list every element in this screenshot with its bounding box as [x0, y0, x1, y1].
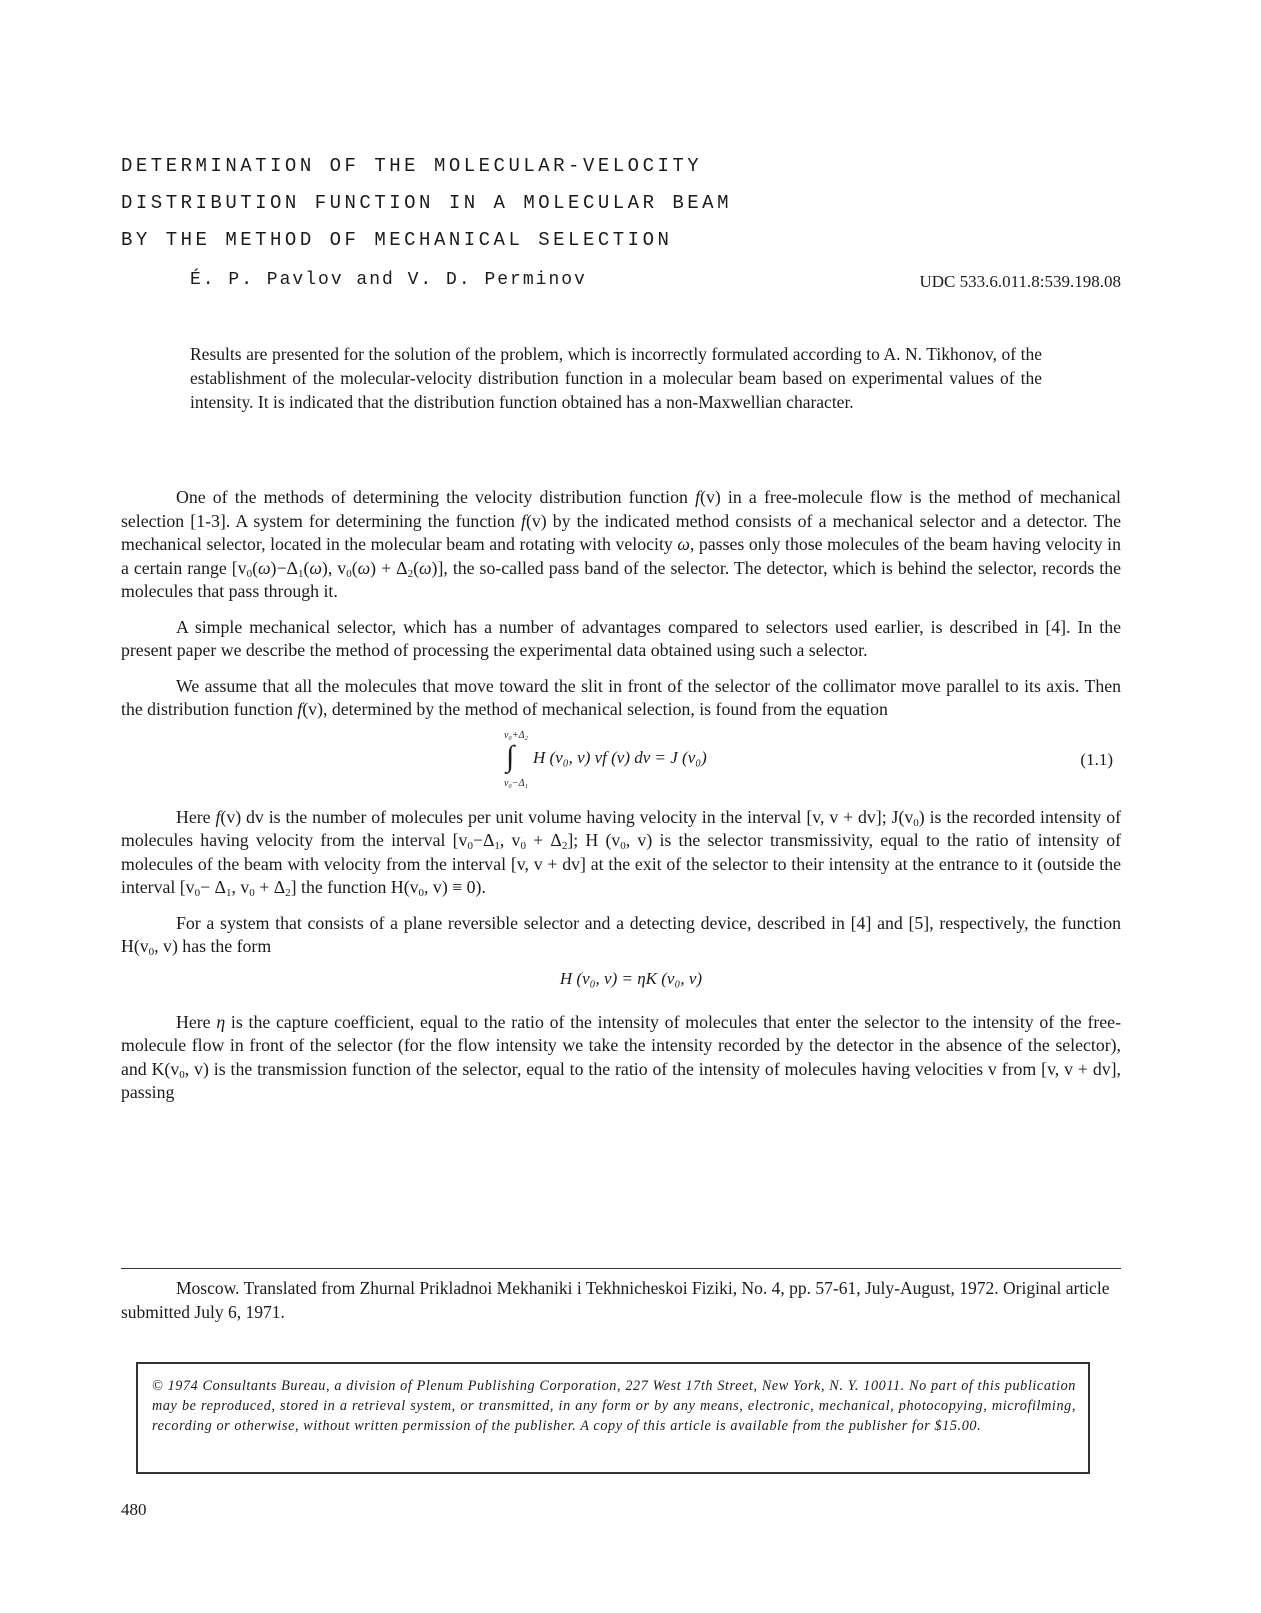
abstract: Results are presented for the solution of the problem, which is incorrectly formulated according to A. N. Tikhonov, of the establishment of the molecular-velocity distribution function in a molecular beam based on experimental values of the intensity. It is indicated that the distribution function obtained has a non-Maxwellian character.	[190, 344, 1042, 412]
integral-sign: v₀+Δ₂ ∫ v₀−Δ₁	[496, 732, 536, 792]
title-line: DISTRIBUTION FUNCTION IN A MOLECULAR BEAM	[121, 192, 732, 214]
title-line: DETERMINATION OF THE MOLECULAR-VELOCITY	[121, 155, 703, 177]
lower-limit: v₀−Δ₁	[503, 777, 528, 789]
equation-number: (1.1)	[1080, 749, 1113, 769]
equation-h: H (v₀, v) = ηK (v₀, v)	[559, 968, 703, 988]
article-title	[121, 148, 732, 259]
body-paragraph: One of the methods of determining the velocity distribution function f(v) in a free-molecule flow is the method of mechanical selection [1-3]. A system for determining the function f(v) by the indicated method consists of a mechanical selector and a detector. The mechanical selector, located in the molecular beam and rotating with velocity ω, passes only those molecules of the beam having velocity in a certain range [$v_0(\omega)-\Delta_1(\omega)$, $v_0(\omega) + \Delta_2(\omega)$], the so-called pass band of the selector. The detector, which is behind the selector, records the molecules that pass through it.	[121, 487, 1122, 601]
upper-limit: v₀+Δ₂	[503, 729, 528, 741]
body-paragraph: A simple mechanical selector, which has a number of advantages compared to selectors used earlier, is described in [4]. In the present paper we describe the method of processing the experimental data obtained using such a selector.	[121, 616, 1121, 660]
copyright-box	[136, 1362, 1090, 1474]
page-number: 480	[121, 1500, 147, 1519]
article-body	[121, 486, 1121, 1117]
udc-code: UDC 533.6.011.8:539.198.08	[919, 272, 1121, 291]
body-paragraph: We assume that all the molecules that move toward the slit in front of the selector of the collimator move parallel to its axis. Then the distribution function f(v), determined by the method of mechanical selection, is found from the equation	[121, 675, 1121, 719]
authors: É. P. Pavlov and V. D. Perminov	[190, 270, 587, 290]
copyright-text: © 1974 Consultants Bureau, a division of Plenum Publishing Corporation, 227 West 17th Street, New York, N. Y. 10011. No part of this publication may be reproduced, stored in a retrieval system, or transmitted, in any form or by any means, electronic, mechanical, photocopying, microfilming, recording or otherwise, without written permission of the publisher. A copy of this article is available from the publisher for $15.00.	[152, 1378, 1076, 1434]
equation-1-1	[121, 729, 1121, 792]
title-line: BY THE METHOD OF MECHANICAL SELECTION	[121, 229, 673, 251]
footnote-divider	[121, 1268, 1121, 1269]
equation-expression: H (v₀, v) vf (v) dv = J (v₀)	[533, 747, 707, 767]
body-paragraph: Here f(v) dv is the number of molecules per unit volume having velocity in the interval [v, v + dv]; $J(v_0)$ is the recorded intensity of molecules having velocity from the interval [$v_0-\Delta_1$, $v_0 + \Delta_2$]; H ($v_0$, v) is the selector transmissivity, equal to the ratio of intensity of molecules of the beam with velocity from the interval [v, v + dv] at the exit of the selector to their intensity at the entrance to it (outside the interval [$v_0- \Delta_1$, $v_0 + \Delta_2$] the function $H(v_0$, v) ≡ 0).	[121, 806, 1122, 899]
body-paragraph: Here η is the capture coefficient, equal to the ratio of the intensity of molecules that enter the selector to the intensity of the free-molecule flow in front of the selector (for the flow intensity we take the intensity recorded by the detector in the absence of the selector), and $K(v_0$, v) is the transmission function of the selector, equal to the ratio of the intensity of molecules having velocities v from [v, v + dv], passing	[121, 1011, 1121, 1102]
footnote: Moscow. Translated from Zhurnal Prikladnoi Mekhaniki i Tekhnicheskoi Fiziki, No. 4, pp. 57-61, July-August, 1972. Original article submitted July 6, 1971.	[121, 1278, 1110, 1322]
body-paragraph: For a system that consists of a plane reversible selector and a detecting device, described in [4] and [5], respectively, the function $H(v_0$, v) has the form	[121, 912, 1121, 958]
